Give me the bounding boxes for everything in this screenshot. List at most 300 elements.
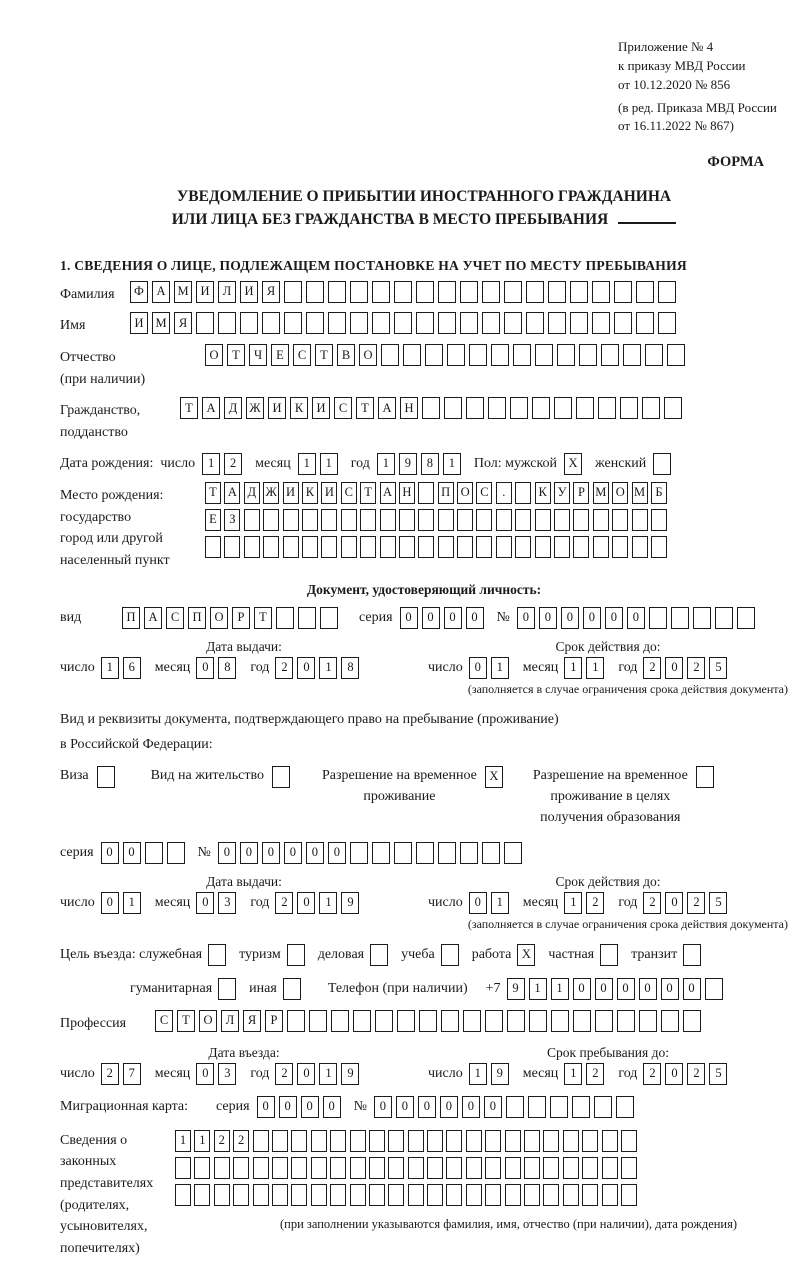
revision-line: (в ред. Приказа МВД России [618, 99, 777, 115]
char-cell: 0 [101, 892, 119, 914]
char-cell [466, 397, 484, 419]
firstname-row [60, 312, 788, 337]
visa-checkbox [97, 766, 119, 788]
char-cell [466, 1157, 482, 1179]
char-cell [576, 397, 594, 419]
char-cell [350, 312, 368, 334]
char-cell: 0 [573, 978, 591, 1000]
char-cell: 0 [284, 842, 302, 864]
purpose-transit-label: транзит [631, 946, 678, 962]
char-cell [194, 1157, 210, 1179]
char-cell [658, 312, 676, 334]
doc-issue-header: Дата выдачи: [206, 638, 282, 654]
char-cell: Е [205, 509, 221, 531]
char-cell [496, 536, 512, 558]
doc-expiry-year-cells [643, 657, 731, 679]
char-cell: И [130, 312, 148, 334]
residence-issue-header: Дата выдачи: [206, 873, 282, 889]
purpose-humanitarian-checkbox [218, 978, 240, 1000]
char-cell [418, 482, 434, 504]
char-cell: Т [315, 344, 333, 366]
char-cell: А [378, 397, 396, 419]
char-cell [621, 1157, 637, 1179]
char-cell [287, 1010, 305, 1032]
char-cell [438, 509, 454, 531]
char-cell: 1 [319, 892, 337, 914]
char-cell [504, 281, 522, 303]
char-cell [372, 281, 390, 303]
char-cell: 0 [539, 607, 557, 629]
profession-cells [155, 1010, 705, 1032]
char-cell [350, 1130, 366, 1152]
char-cell: 2 [643, 1063, 661, 1085]
char-cell [408, 1157, 424, 1179]
birth-date-row [60, 453, 788, 475]
profession-label: Профессия [60, 1015, 127, 1031]
title-line-1: УВЕДОМЛЕНИЕ О ПРИБЫТИИ ИНОСТРАННОГО ГРАЖДАНИНА [176, 188, 672, 206]
char-cell [394, 312, 412, 334]
char-cell: О [205, 344, 223, 366]
char-cell: 2 [586, 1063, 604, 1085]
char-cell: 0 [469, 657, 487, 679]
doc-type-label: вид [60, 609, 82, 625]
char-cell [284, 281, 302, 303]
char-cell: 2 [586, 892, 604, 914]
char-cell: С [293, 344, 311, 366]
char-cell: 1 [586, 657, 604, 679]
char-cell: Я [262, 281, 280, 303]
char-cell: 1 [175, 1130, 191, 1152]
char-cell: И [196, 281, 214, 303]
residence-series-label: серия [60, 844, 94, 860]
char-cell [311, 1130, 327, 1152]
char-cell [528, 1096, 546, 1118]
char-cell: Н [400, 397, 418, 419]
char-cell [388, 1184, 404, 1206]
char-cell: Л [218, 281, 236, 303]
char-cell: 1 [491, 892, 509, 914]
char-cell: 9 [507, 978, 525, 1000]
char-cell: Б [651, 482, 667, 504]
birth-day-cells [202, 453, 246, 475]
char-cell [620, 397, 638, 419]
residence-issue-day-cells [101, 892, 145, 914]
sex-male-checkbox [564, 453, 586, 475]
char-cell: 0 [218, 842, 236, 864]
day-label: число [428, 1065, 463, 1081]
char-cell: А [380, 482, 396, 504]
visit-purpose-row2 [130, 978, 788, 1000]
purpose-other-checkbox [283, 978, 305, 1000]
char-cell: Т [254, 607, 272, 629]
char-cell [369, 1184, 385, 1206]
char-cell [550, 1096, 568, 1118]
char-cell: 1 [194, 1130, 210, 1152]
char-cell [507, 1010, 525, 1032]
birth-place-cells-row1 [205, 482, 670, 504]
citizenship-cells [180, 397, 686, 419]
char-cell [253, 1157, 269, 1179]
char-cell [488, 397, 506, 419]
char-cell [548, 281, 566, 303]
char-cell [194, 1184, 210, 1206]
char-cell: М [174, 281, 192, 303]
char-cell [416, 312, 434, 334]
migration-number-label: № [353, 1098, 367, 1114]
char-cell: Р [232, 607, 250, 629]
purpose-tourism-checkbox [287, 944, 309, 966]
purpose-official-checkbox [208, 944, 230, 966]
doc-expiry-day-cells [469, 657, 513, 679]
char-cell [350, 281, 368, 303]
residence-issue-date [60, 874, 428, 932]
char-cell [600, 944, 618, 966]
char-cell [661, 1010, 679, 1032]
char-cell [482, 312, 500, 334]
char-cell [602, 1184, 618, 1206]
birth-place-label: Место рождения: государство город или другой населенный пункт [60, 487, 170, 568]
char-cell: 0 [297, 1063, 315, 1085]
char-cell: К [290, 397, 308, 419]
char-cell [485, 1010, 503, 1032]
firstname-label: Имя [60, 318, 86, 334]
char-cell [380, 509, 396, 531]
char-cell: 2 [275, 892, 293, 914]
year-label: год [250, 894, 270, 910]
year-label: год [250, 659, 270, 675]
char-cell [175, 1184, 191, 1206]
residence-expiry-note: (заполняется в случае ограничения срока действия документа) [467, 916, 788, 931]
char-cell [524, 1130, 540, 1152]
migration-card-label: Миграционная карта: [60, 1098, 189, 1114]
char-cell: 1 [319, 657, 337, 679]
char-cell [526, 281, 544, 303]
purpose-work-checkbox [517, 944, 539, 966]
char-cell [291, 1130, 307, 1152]
char-cell: 0 [262, 842, 280, 864]
char-cell [529, 1010, 547, 1032]
doc-expiry-date [428, 639, 788, 697]
char-cell [693, 607, 711, 629]
char-cell: 2 [643, 657, 661, 679]
char-cell: 8 [341, 657, 359, 679]
char-cell: Я [243, 1010, 261, 1032]
char-cell: Т [360, 482, 376, 504]
char-cell [388, 1130, 404, 1152]
purpose-private-checkbox [600, 944, 622, 966]
char-cell [262, 312, 280, 334]
sex-female-checkbox [653, 453, 675, 475]
birth-day-label: число [160, 455, 196, 471]
char-cell [705, 978, 723, 1000]
char-cell [447, 344, 465, 366]
char-cell [664, 397, 682, 419]
residence-issue-month-cells [196, 892, 240, 914]
char-cell [595, 1010, 613, 1032]
char-cell [446, 1157, 462, 1179]
char-cell [667, 344, 685, 366]
char-cell [287, 944, 305, 966]
char-cell: 5 [709, 657, 727, 679]
stay-day-cells [469, 1063, 513, 1085]
char-cell [427, 1157, 443, 1179]
stay-month-cells [564, 1063, 608, 1085]
char-cell [272, 1157, 288, 1179]
char-cell [651, 536, 667, 558]
char-cell [330, 1130, 346, 1152]
char-cell: Т [180, 397, 198, 419]
legal-reps-cells-row3 [175, 1184, 640, 1206]
char-cell: М [152, 312, 170, 334]
char-cell [632, 536, 648, 558]
char-cell: А [144, 607, 162, 629]
char-cell [328, 312, 346, 334]
char-cell [441, 944, 459, 966]
char-cell [253, 1184, 269, 1206]
char-cell: Ж [246, 397, 264, 419]
char-cell [438, 312, 456, 334]
char-cell: О [210, 607, 228, 629]
sex-female-label: женский [595, 455, 647, 471]
char-cell: Д [244, 482, 260, 504]
char-cell: А [202, 397, 220, 419]
char-cell [563, 1157, 579, 1179]
char-cell [218, 312, 236, 334]
char-cell [491, 344, 509, 366]
legal-reps-cells [175, 1127, 788, 1232]
stay-until-header: Срок пребывания до: [547, 1044, 669, 1060]
title-line-2: ИЛИ ЛИЦА БЕЗ ГРАЖДАНСТВА В МЕСТО ПРЕБЫВАНИЯ [60, 208, 788, 231]
char-cell [543, 1157, 559, 1179]
char-cell [388, 1157, 404, 1179]
char-cell [593, 536, 609, 558]
char-cell: 1 [551, 978, 569, 1000]
char-cell [205, 536, 221, 558]
char-cell: 2 [233, 1130, 249, 1152]
char-cell: 9 [491, 1063, 509, 1085]
visit-purpose-label: Цель въезда: служебная [60, 946, 203, 962]
char-cell: 1 [320, 453, 338, 475]
char-cell [482, 842, 500, 864]
char-cell: Т [356, 397, 374, 419]
char-cell: О [199, 1010, 217, 1032]
char-cell [505, 1130, 521, 1152]
residence-expiry-month-cells [564, 892, 608, 914]
char-cell [551, 1010, 569, 1032]
char-cell: 0 [444, 607, 462, 629]
char-cell [485, 1157, 501, 1179]
residence-issue-year-cells [275, 892, 363, 914]
char-cell: 0 [440, 1096, 458, 1118]
char-cell: 1 [491, 657, 509, 679]
char-cell [416, 281, 434, 303]
purpose-private-label: частная [548, 946, 595, 962]
char-cell: 9 [399, 453, 417, 475]
char-cell [602, 1130, 618, 1152]
char-cell: С [155, 1010, 173, 1032]
patronymic-label: Отчество (при наличии) [60, 350, 146, 387]
char-cell: 0 [617, 978, 635, 1000]
char-cell [350, 842, 368, 864]
option-visa: Виза [60, 765, 119, 788]
char-cell: И [321, 482, 337, 504]
char-cell [636, 281, 654, 303]
entry-year-cells [275, 1063, 363, 1085]
char-cell [601, 344, 619, 366]
char-cell [418, 509, 434, 531]
char-cell: 0 [517, 607, 535, 629]
char-cell: 0 [665, 1063, 683, 1085]
purpose-work-label: работа [471, 946, 512, 962]
char-cell [97, 766, 115, 788]
char-cell: 1 [564, 1063, 582, 1085]
residence-expiry-header: Срок действия до: [555, 873, 661, 889]
char-cell [621, 1130, 637, 1152]
char-cell [524, 1184, 540, 1206]
char-cell: А [224, 482, 240, 504]
appendix-line: к приказу МВД России [618, 57, 746, 73]
char-cell [306, 281, 324, 303]
char-cell [422, 397, 440, 419]
char-cell [513, 344, 531, 366]
char-cell: 0 [484, 1096, 502, 1118]
char-cell [466, 1184, 482, 1206]
char-cell [311, 1157, 327, 1179]
month-label: месяц [154, 894, 191, 910]
char-cell [737, 607, 755, 629]
char-cell: Ж [263, 482, 279, 504]
char-cell [233, 1184, 249, 1206]
char-cell: 0 [396, 1096, 414, 1118]
char-cell [510, 397, 528, 419]
surname-row [60, 281, 788, 306]
char-cell [649, 607, 667, 629]
char-cell: 0 [605, 607, 623, 629]
doc-type-cells [122, 607, 342, 629]
char-cell [696, 766, 714, 788]
char-cell: 0 [665, 657, 683, 679]
option-temp-residence-education: Разрешение на временное проживание в целях получения образования [533, 765, 718, 828]
char-cell [167, 842, 185, 864]
char-cell [419, 1010, 437, 1032]
char-cell [466, 1130, 482, 1152]
char-cell [639, 1010, 657, 1032]
char-cell: С [341, 482, 357, 504]
char-cell [331, 1010, 349, 1032]
profession-row [60, 1010, 788, 1035]
char-cell [573, 509, 589, 531]
char-cell [175, 1157, 191, 1179]
phone-prefix: +7 [485, 980, 501, 996]
residence-number-cells [218, 842, 526, 864]
char-cell [416, 842, 434, 864]
char-cell: 6 [123, 657, 141, 679]
char-cell [397, 1010, 415, 1032]
char-cell [515, 509, 531, 531]
char-cell [582, 1184, 598, 1206]
option-temp-residence: Разрешение на временное проживание X [322, 765, 507, 807]
char-cell: 1 [298, 453, 316, 475]
char-cell: 1 [564, 657, 582, 679]
char-cell [715, 607, 733, 629]
char-cell: 8 [218, 657, 236, 679]
char-cell [309, 1010, 327, 1032]
char-cell [612, 536, 628, 558]
char-cell: 0 [595, 978, 613, 1000]
residence-expiry-year-cells [643, 892, 731, 914]
char-cell [457, 509, 473, 531]
option-residence-permit: Вид на жительство [151, 765, 294, 788]
char-cell: 0 [306, 842, 324, 864]
char-cell [642, 397, 660, 419]
char-cell: 9 [341, 892, 359, 914]
char-cell [460, 281, 478, 303]
purpose-transit-checkbox [683, 944, 705, 966]
char-cell: И [312, 397, 330, 419]
char-cell: Д [224, 397, 242, 419]
residence-doc-options [60, 765, 788, 828]
char-cell [485, 1130, 501, 1152]
char-cell: 8 [421, 453, 439, 475]
char-cell [214, 1184, 230, 1206]
char-cell [291, 1184, 307, 1206]
legal-reps-cells-row1 [175, 1130, 640, 1152]
char-cell [399, 509, 415, 531]
char-cell [554, 397, 572, 419]
char-cell [196, 312, 214, 334]
char-cell: В [337, 344, 355, 366]
char-cell [594, 1096, 612, 1118]
char-cell [515, 482, 531, 504]
char-cell: 1 [202, 453, 220, 475]
char-cell: П [188, 607, 206, 629]
char-cell [284, 312, 302, 334]
doc-number-cells [517, 607, 759, 629]
char-cell [145, 842, 163, 864]
char-cell [582, 1157, 598, 1179]
char-cell [535, 344, 553, 366]
doc-expiry-month-cells [564, 657, 608, 679]
char-cell [485, 1184, 501, 1206]
char-cell [399, 536, 415, 558]
char-cell: И [283, 482, 299, 504]
birth-year-cells [377, 453, 465, 475]
char-cell [380, 536, 396, 558]
char-cell [341, 536, 357, 558]
char-cell: 3 [218, 1063, 236, 1085]
char-cell [425, 344, 443, 366]
char-cell [208, 944, 226, 966]
month-label: месяц [522, 659, 559, 675]
char-cell [645, 344, 663, 366]
char-cell: 0 [661, 978, 679, 1000]
doc-issue-month-cells [196, 657, 240, 679]
stay-until-date [428, 1045, 788, 1085]
appendix-header [618, 38, 788, 136]
char-cell: 5 [709, 892, 727, 914]
char-cell [330, 1184, 346, 1206]
char-cell [570, 312, 588, 334]
char-cell: 0 [627, 607, 645, 629]
char-cell: 1 [319, 1063, 337, 1085]
char-cell [446, 1184, 462, 1206]
char-cell: 0 [196, 1063, 214, 1085]
char-cell [353, 1010, 371, 1032]
char-cell [263, 536, 279, 558]
char-cell [614, 312, 632, 334]
year-label: год [250, 1065, 270, 1081]
migration-number-cells [374, 1096, 638, 1118]
